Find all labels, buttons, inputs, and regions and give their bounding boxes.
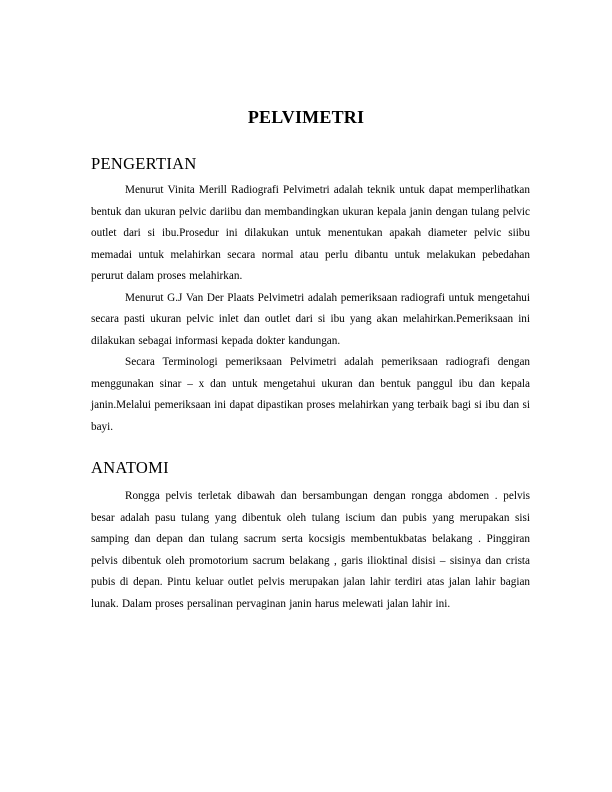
document-title: PELVIMETRI: [247, 107, 365, 127]
paragraph: Menurut Vinita Merill Radiografi Pelvimetri adalah teknik untuk dapat memperlihatkan bentuk dan ukuran pelvic dariibu dan membandingkan ukuran kepala janin dengan tulang pelvic outlet dari si ibu.Prosedur ini dilakukan untuk menentukan apakah diameter pelvic siibu memadai untuk melahirkan secara normal atau perlu dibantu untuk melakukan pebedahan perurut dalam proses melahirkan.: [91, 184, 530, 282]
section-anatomi: [91, 486, 530, 615]
paragraph: Rongga pelvis terletak dibawah dan bersambungan dengan rongga abdomen . pelvis besar adalah pasu tulang yang dibentuk oleh tulang iscium dan pubis yang merupakan sisi samping dan depan dan tulang sacrum serta kocsigis membentukbatas belakang . Pinggiran pelvis dibentuk oleh promotorium sacrum belakang , garis ilioktinal disisi – sisinya dan crista pubis di depan. Pintu keluar outlet pelvis merupakan jalan lahir terdiri atas jalan lahir bagian lunak. Dalam proses persalinan pervaginan janin harus melewati jalan lahir ini.: [91, 490, 530, 610]
section-heading-anatomi: ANATOMI: [91, 458, 169, 477]
paragraph: Secara Terminologi pemeriksaan Pelvimetri adalah pemeriksaan radiografi dengan menggunakan sinar – x dan untuk mengetahui ukuran dan bentuk panggul ibu dan kepala janin.Melalui pemeriksaan ini dapat dipastikan proses melahirkan yang terbaik bagi si ibu dan si bayi.: [91, 356, 530, 433]
section-heading-pengertian: PENGERTIAN: [91, 154, 197, 173]
paragraph: Menurut G.J Van Der Plaats Pelvimetri adalah pemeriksaan radiografi untuk mengetahui secara pasti ukuran pelvic inlet dan outlet dari si ibu yang akan melahirkan.Pemeriksaan ini dilakukan sebagai informasi kepada dokter kandungan.: [91, 291, 530, 347]
section-pengertian: [91, 180, 530, 438]
